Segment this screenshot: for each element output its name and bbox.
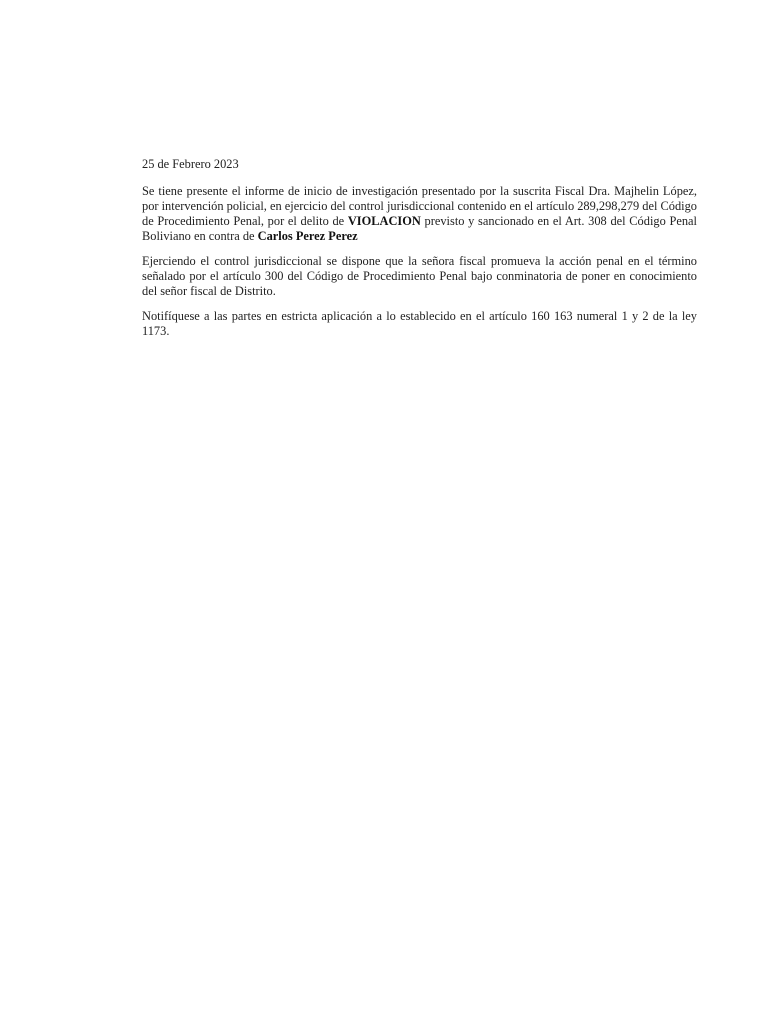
- document-body: [142, 157, 697, 349]
- paragraph-jurisdictional-control: Ejerciendo el control jurisdiccional se dispone que la señora fiscal promueva la acción penal en el término señalado por el artículo 300 del Código de Procedimiento Penal bajo conminatoria de poner en conocimiento del señor fiscal de Distrito.: [142, 254, 697, 298]
- paragraph-1-text-middle: previsto y sancionado en el Art. 308 del Código Penal Boliviano en contra de: [142, 214, 698, 243]
- accused-name: Carlos Perez Perez: [257, 229, 358, 243]
- paragraph-investigation-report: [142, 184, 697, 244]
- document-date: 25 de Febrero 2023: [142, 157, 239, 171]
- crime-name: VIOLACION: [347, 214, 421, 228]
- paragraph-notification: Notifíquese a las partes en estricta aplicación a lo establecido en el artículo 160 163 numeral 1 y 2 de la ley 1173.: [142, 309, 697, 338]
- paragraph-1-text-start: Se tiene presente el informe de inicio de investigación presentado por la suscrita Fiscal Dra. Majhelin López, por intervención policial, en ejercicio del control jurisdiccional contenido en el artículo 289,298,279 del Código de Procedimiento Penal, por el delito de: [142, 184, 698, 228]
